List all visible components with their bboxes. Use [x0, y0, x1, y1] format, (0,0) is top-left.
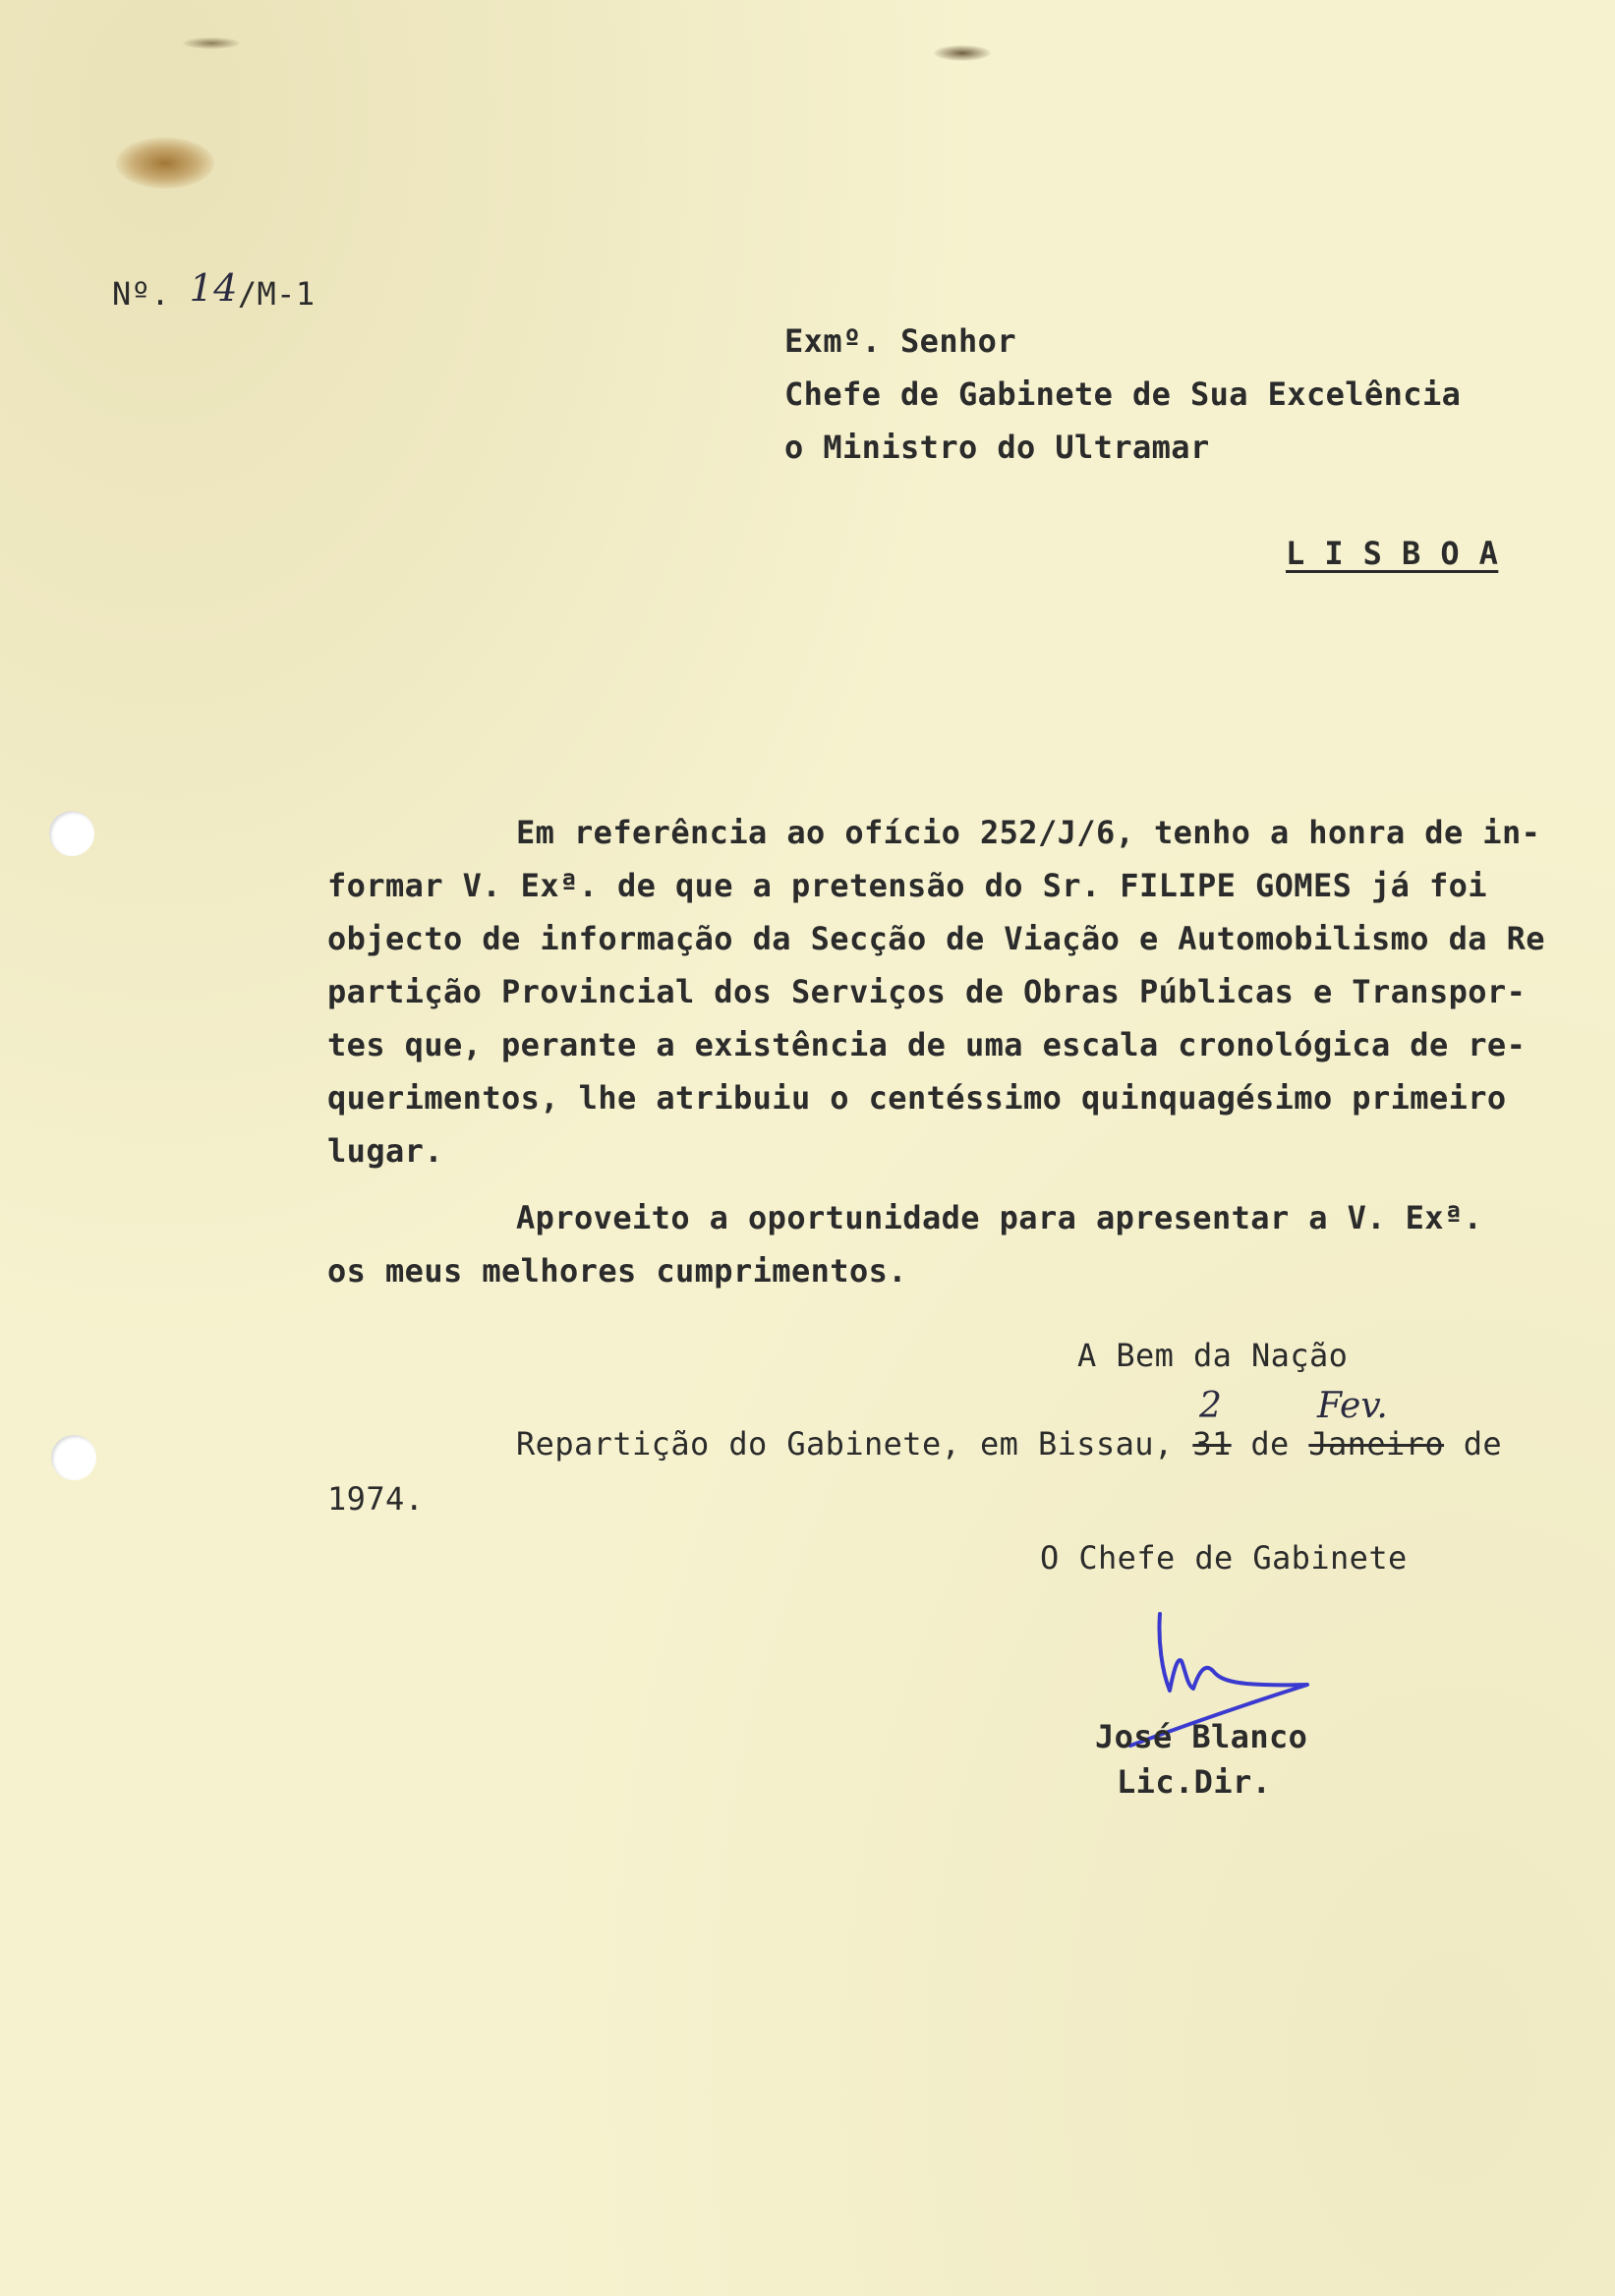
signatory-title: O Chefe de Gabinete	[1040, 1539, 1408, 1577]
body-line: tes que, perante a existência de uma escala cronológica de re-	[327, 1026, 1527, 1063]
date-suffix: de	[1463, 1425, 1503, 1463]
handwritten-month: Fev.	[1317, 1386, 1388, 1426]
reference-handwritten-number: 14	[189, 266, 238, 310]
body-line: objecto de informação da Secção de Viação e Automobilismo da Re	[327, 920, 1545, 957]
body-line: partição Provincial dos Serviços de Obras Públicas e Transpor-	[327, 973, 1527, 1010]
closing-motto: A Bem da Nação	[1077, 1337, 1349, 1374]
struck-day: 31	[1192, 1425, 1232, 1463]
reference-prefix: Nº.	[112, 275, 170, 313]
addressee-line-1: Exmº. Senhor	[784, 322, 1016, 360]
reference-suffix: /M-1	[237, 275, 316, 313]
body-line: formar V. Exª. de que a pretensão do Sr. FILIPE GOMES já foi	[327, 867, 1487, 904]
rust-stain	[116, 138, 214, 189]
body-line: querimentos, lhe atribuiu o centéssimo quinquagésimo primeiro	[327, 1079, 1507, 1117]
addressee-line-2: Chefe de Gabinete de Sua Excelência	[784, 375, 1462, 413]
body-line: os meus melhores cumprimentos.	[327, 1252, 907, 1290]
struck-month: Janeiro	[1308, 1425, 1445, 1463]
body-line: Em referência ao ofício 252/J/6, tenho a honra de in-	[516, 814, 1541, 851]
addressee-line-3: o Ministro do Ultramar	[784, 429, 1210, 466]
body-line: lugar.	[327, 1132, 443, 1170]
date-connector: de	[1250, 1425, 1290, 1463]
punch-hole	[51, 1435, 96, 1480]
rust-mark	[934, 45, 991, 61]
signatory-credential: Lic.Dir.	[1117, 1763, 1272, 1801]
date-year: 1974.	[327, 1480, 425, 1518]
date-prefix: Repartição do Gabinete, em Bissau,	[516, 1425, 1174, 1463]
body-line: Aproveito a oportunidade para apresentar a V. Exª.	[516, 1199, 1483, 1236]
signatory-name: José Blanco	[1095, 1718, 1308, 1755]
reference-number	[112, 265, 316, 320]
handwritten-day: 2	[1199, 1386, 1222, 1426]
date-line	[516, 1417, 1502, 1470]
addressee-city: L I S B O A	[1286, 535, 1499, 572]
punch-hole	[49, 811, 94, 856]
rust-mark	[183, 37, 240, 49]
